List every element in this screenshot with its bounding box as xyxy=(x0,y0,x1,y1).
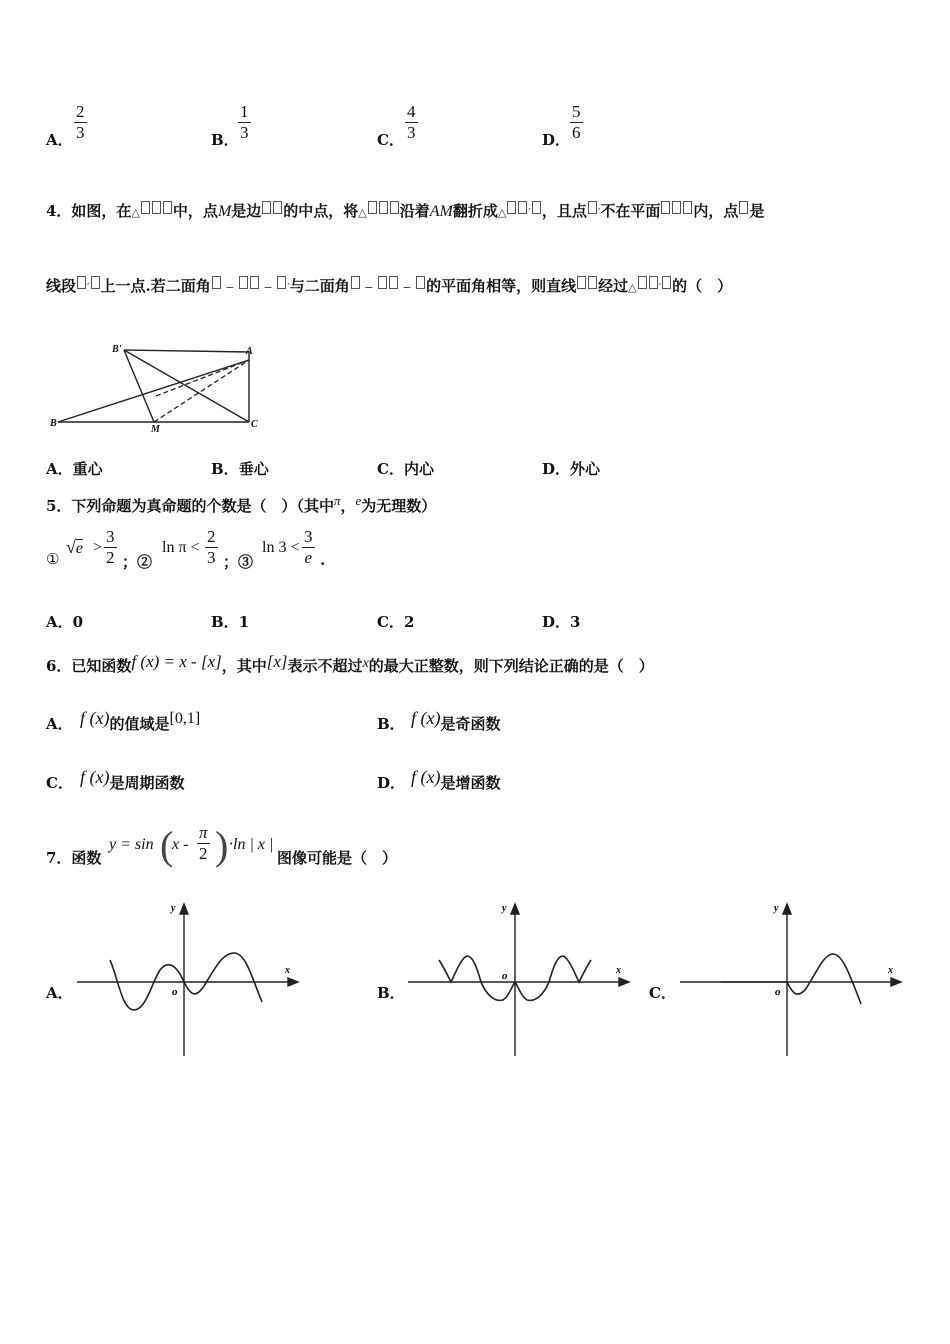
fraction-3-e: $\frac{3}{e}$ xyxy=(304,527,313,567)
label-m: M xyxy=(151,424,160,435)
y-axis-arrow xyxy=(180,904,188,914)
triangle-icon: △ xyxy=(131,206,140,219)
q7-option-b-label[interactable]: B． xyxy=(377,984,405,1002)
triangle-icon: △ xyxy=(628,281,637,294)
q3-option-c-fraction: $\frac{4}{3}$ xyxy=(407,102,416,142)
q7-graph-a[interactable] xyxy=(74,898,304,1060)
x-axis-arrow xyxy=(891,978,901,986)
q3-option-c-label[interactable]: C． xyxy=(377,131,404,149)
label-a: A xyxy=(246,346,253,357)
svg-text:o: o xyxy=(502,970,508,982)
q5-stem: 5．下列命题为真命题的个数是（ ）（其中π，e为无理数） xyxy=(46,493,437,515)
svg-text:x: x xyxy=(888,965,893,976)
q5-option-b[interactable]: B．1 xyxy=(211,613,250,631)
y-axis-arrow xyxy=(511,904,519,914)
q3-option-b-fraction: $\frac{1}{3}$ xyxy=(240,102,249,142)
q6-option-c[interactable]: C． f (x)是周期函数 xyxy=(46,767,185,792)
q4-stem-line2: 线段 ′ 上一点.若二面角 − − ′与二面角 − − 的平面角相等，则直线 经过△ ′ 的（ ） xyxy=(46,277,733,295)
svg-text:y: y xyxy=(774,903,779,914)
q6-option-b[interactable]: B． f (x)是奇函数 xyxy=(377,708,501,733)
q7-option-c-label[interactable]: C． xyxy=(649,984,676,1002)
svg-text:y: y xyxy=(171,903,176,914)
segment-b-a xyxy=(58,360,249,422)
sqrt-e: √e xyxy=(66,537,83,557)
q4-geometry-figure xyxy=(44,338,274,436)
q4-option-c[interactable]: C．内心 xyxy=(377,460,434,478)
q4-option-b[interactable]: B．垂心 xyxy=(211,460,269,478)
label-b-prime: B' xyxy=(112,344,122,355)
x-axis-arrow xyxy=(619,978,629,986)
q5-option-c[interactable]: C．2 xyxy=(377,613,415,631)
triangle-icon: △ xyxy=(497,206,507,219)
fraction-pi-2: $\frac{\pi}{2}$ xyxy=(199,823,208,863)
x-axis-arrow xyxy=(288,978,298,986)
q7-graph-b[interactable] xyxy=(405,898,635,1060)
q6-stem: 6．已知函数f (x) = x - [x]，其中[x]表示不超过x的最大正整数，则下列结论正确的是（ ） xyxy=(46,652,654,675)
q6-option-d[interactable]: D． f (x)是增函数 xyxy=(377,767,501,792)
curve-c xyxy=(721,954,861,1004)
segment-m-a-dashed xyxy=(154,360,249,422)
q5-option-d[interactable]: D．3 xyxy=(542,613,581,631)
svg-text:o: o xyxy=(172,986,178,998)
q3-option-d-label[interactable]: D． xyxy=(542,131,571,149)
q4-option-d[interactable]: D．外心 xyxy=(542,460,601,478)
triangle-icon: △ xyxy=(358,206,367,219)
q4-stem-line1: 4．如图，在△ 中，点M是边 的中点，将△ 沿着AM翻折成△ ′ ，且点 ′不在平面 内，点 是 xyxy=(46,202,765,220)
svg-text:x: x xyxy=(285,965,290,976)
q3-option-a-label[interactable]: A． xyxy=(46,131,73,149)
y-axis-arrow xyxy=(783,904,791,914)
q5-option-a[interactable]: A．0 xyxy=(46,613,84,631)
q4-option-a[interactable]: A．重心 xyxy=(46,460,103,478)
q3-option-d-fraction: $\frac{5}{6}$ xyxy=(572,102,581,142)
svg-text:y: y xyxy=(502,903,507,914)
q3-option-a-fraction: $\frac{2}{3}$ xyxy=(76,102,85,142)
q6-option-a[interactable]: A． f (x)的值域是[0,1] xyxy=(46,708,201,733)
q7-option-a-label[interactable]: A． xyxy=(46,984,73,1002)
fraction-2-3: $\frac{2}{3}$ xyxy=(207,527,216,567)
label-b: B xyxy=(50,418,57,429)
segment-bprime-a xyxy=(124,350,249,352)
q7-graph-c[interactable] xyxy=(677,898,907,1060)
segment-bprime-c xyxy=(124,350,249,422)
svg-text:x: x xyxy=(616,965,621,976)
label-c: C xyxy=(251,419,258,430)
svg-text:o: o xyxy=(775,986,781,998)
segment-bprime-m xyxy=(124,350,154,422)
fraction-3-2: $\frac{3}{2}$ xyxy=(106,527,115,567)
q3-option-b-label[interactable]: B． xyxy=(211,131,239,149)
